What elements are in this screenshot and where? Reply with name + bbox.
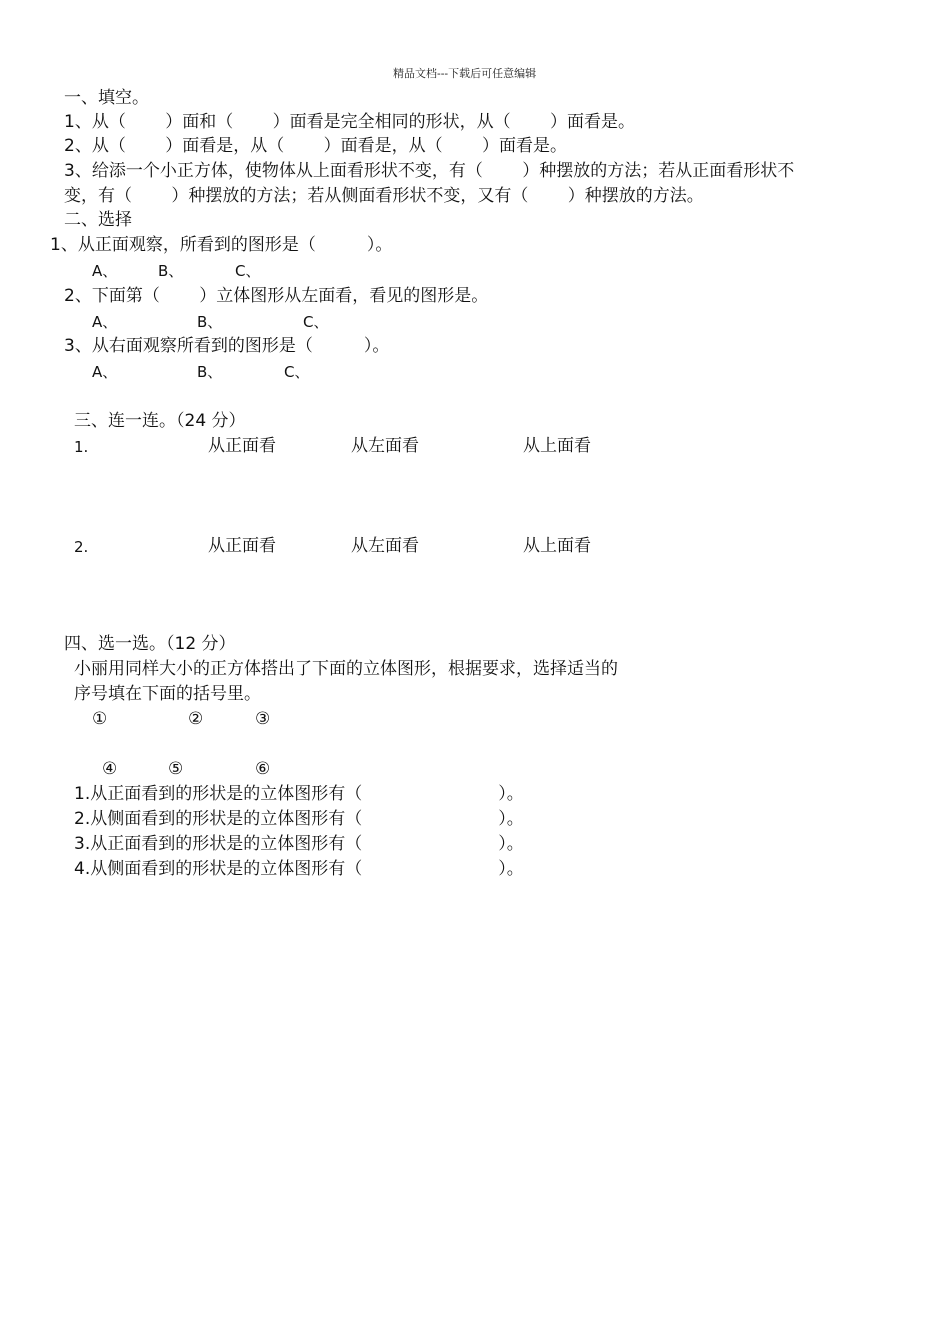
choice-3-option-b: B、 [197, 363, 223, 381]
choice-question-3: 3、从右面观察所看到的图形是（ ）。 [64, 336, 390, 356]
match-row-2-front-label: 从正面看 [208, 536, 276, 556]
section-2-title: 二、选择 [64, 210, 132, 230]
choice-2-option-a: A、 [92, 313, 118, 331]
figure-label-2: ② [188, 709, 204, 729]
select-question-2: 2.从侧面看到的形状是的立体图形有（ ）。 [74, 809, 524, 829]
choice-1-option-b: B、 [158, 262, 184, 280]
match-row-2-left-label: 从左面看 [351, 536, 419, 556]
choice-question-2: 2、下面第（ ）立体图形从左面看，看见的图形是。 [64, 286, 489, 306]
match-row-2-number: 2. [74, 538, 89, 556]
section-4-intro-line-1: 小丽用同样大小的正方体搭出了下面的立体图形，根据要求，选择适当的 [74, 659, 618, 679]
choice-3-option-a: A、 [92, 363, 118, 381]
page-header: 精品文档---下载后可任意编辑 [393, 67, 537, 80]
match-row-1-top-label: 从上面看 [523, 436, 591, 456]
fill-question-3-line-2: 变，有（ ）种摆放的方法；若从侧面看形状不变，又有（ ）种摆放的方法。 [64, 186, 704, 206]
section-3-title: 三、连一连。（24 分） [74, 411, 246, 431]
match-row-1-number: 1. [74, 438, 89, 456]
section-4-intro-line-2: 序号填在下面的括号里。 [74, 684, 261, 704]
match-row-2-top-label: 从上面看 [523, 536, 591, 556]
figure-label-3: ③ [255, 709, 271, 729]
figure-label-4: ④ [102, 759, 118, 779]
figure-label-5: ⑤ [168, 759, 184, 779]
choice-3-option-c: C、 [284, 363, 310, 381]
choice-1-option-a: A、 [92, 262, 118, 280]
select-question-1: 1.从正面看到的形状是的立体图形有（ ）。 [74, 784, 524, 804]
match-row-1-left-label: 从左面看 [351, 436, 419, 456]
fill-question-2: 2、从（ ）面看是，从（ ）面看是，从（ ）面看是。 [64, 136, 568, 156]
match-row-1-front-label: 从正面看 [208, 436, 276, 456]
choice-question-1: 1、从正面观察，所看到的图形是（ ）。 [50, 235, 393, 255]
select-question-3: 3.从正面看到的形状是的立体图形有（ ）。 [74, 834, 524, 854]
fill-question-1: 1、从（ ）面和（ ）面看是完全相同的形状，从（ ）面看是。 [64, 112, 636, 132]
section-1-title: 一、填空。 [64, 88, 149, 108]
choice-2-option-b: B、 [197, 313, 223, 331]
choice-1-option-c: C、 [235, 262, 261, 280]
section-4-title: 四、选一选。（12 分） [64, 634, 236, 654]
figure-label-6: ⑥ [255, 759, 271, 779]
fill-question-3-line-1: 3、给添一个小正方体，使物体从上面看形状不变，有（ ）种摆放的方法；若从正面看形状不 [64, 161, 795, 181]
choice-2-option-c: C、 [303, 313, 329, 331]
select-question-4: 4.从侧面看到的形状是的立体图形有（ ）。 [74, 859, 524, 879]
figure-label-1: ① [92, 709, 108, 729]
